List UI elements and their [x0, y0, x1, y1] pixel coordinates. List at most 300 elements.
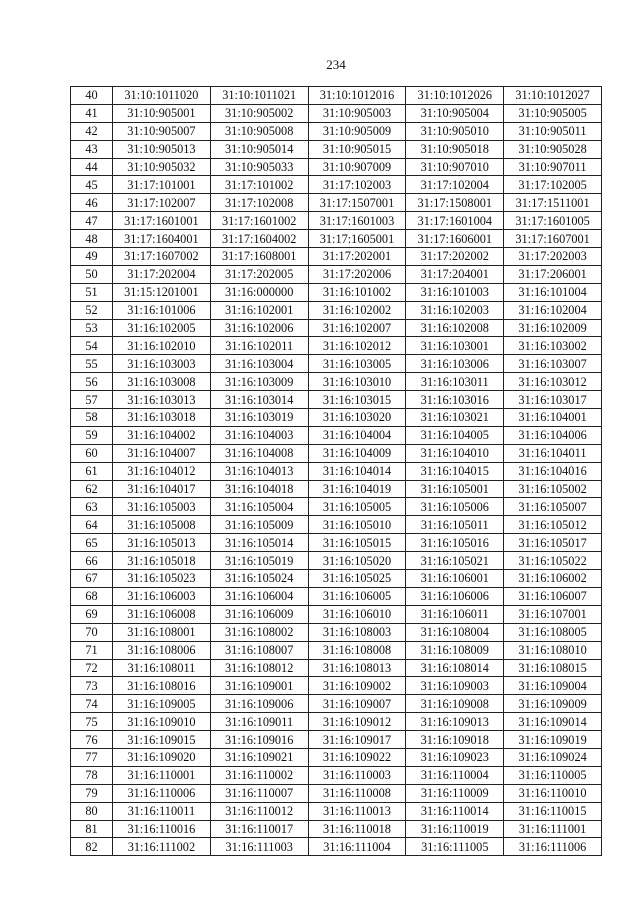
cadastral-number-cell: 31:16:102010: [113, 337, 211, 355]
cadastral-number-cell: 31:10:905003: [308, 104, 406, 122]
cadastral-number-cell: 31:16:109021: [210, 748, 308, 766]
cadastral-number-cell: 31:16:108008: [308, 641, 406, 659]
table-row: [71, 731, 602, 749]
cadastral-number-cell: 31:16:109002: [308, 677, 406, 695]
cadastral-number-cell: 31:17:1604001: [113, 230, 211, 248]
cadastral-number-cell: 31:17:102008: [210, 194, 308, 212]
cadastral-number-cell: 31:16:109008: [406, 695, 504, 713]
row-number-cell: 58: [71, 409, 113, 427]
cadastral-number-cell: 31:16:108012: [210, 659, 308, 677]
cadastral-number-cell: 31:16:103014: [210, 391, 308, 409]
cadastral-number-cell: 31:17:1607001: [504, 230, 602, 248]
cadastral-number-cell: 31:17:1608001: [210, 248, 308, 266]
cadastral-number-cell: 31:16:109005: [113, 695, 211, 713]
cadastral-number-cell: 31:16:109012: [308, 713, 406, 731]
cadastral-number-cell: 31:10:905010: [406, 122, 504, 140]
cadastral-number-cell: 31:10:905033: [210, 158, 308, 176]
cadastral-number-cell: 31:10:905028: [504, 140, 602, 158]
row-number-cell: 53: [71, 319, 113, 337]
cadastral-numbers-table: [70, 86, 602, 856]
cadastral-number-cell: 31:16:103017: [504, 391, 602, 409]
cadastral-number-cell: 31:17:1601003: [308, 212, 406, 230]
cadastral-number-cell: 31:16:105009: [210, 516, 308, 534]
cadastral-number-cell: 31:16:101004: [504, 283, 602, 301]
cadastral-number-cell: 31:16:106010: [308, 605, 406, 623]
table-row: [71, 587, 602, 605]
cadastral-number-cell: 31:16:104015: [406, 462, 504, 480]
table-row: [71, 820, 602, 838]
cadastral-number-cell: 31:16:102004: [504, 301, 602, 319]
cadastral-number-cell: 31:16:110009: [406, 784, 504, 802]
row-number-cell: 82: [71, 838, 113, 856]
cadastral-number-cell: 31:17:202003: [504, 248, 602, 266]
cadastral-number-cell: 31:16:110017: [210, 820, 308, 838]
table-row: [71, 176, 602, 194]
cadastral-number-cell: 31:10:907010: [406, 158, 504, 176]
cadastral-number-cell: 31:16:104019: [308, 480, 406, 498]
cadastral-number-cell: 31:16:105005: [308, 498, 406, 516]
cadastral-number-cell: 31:16:104009: [308, 444, 406, 462]
cadastral-number-cell: 31:17:1607002: [113, 248, 211, 266]
cadastral-number-cell: 31:16:106001: [406, 570, 504, 588]
cadastral-number-cell: 31:16:101002: [308, 283, 406, 301]
cadastral-number-cell: 31:17:102003: [308, 176, 406, 194]
cadastral-number-cell: 31:16:102003: [406, 301, 504, 319]
cadastral-number-cell: 31:16:105015: [308, 534, 406, 552]
cadastral-number-cell: 31:16:105019: [210, 552, 308, 570]
cadastral-number-cell: 31:16:109009: [504, 695, 602, 713]
table-body: [71, 87, 602, 856]
cadastral-number-cell: 31:16:109023: [406, 748, 504, 766]
cadastral-number-cell: 31:16:102009: [504, 319, 602, 337]
table-row: [71, 498, 602, 516]
cadastral-number-cell: 31:10:1012027: [504, 87, 602, 105]
row-number-cell: 48: [71, 230, 113, 248]
cadastral-number-cell: 31:16:106007: [504, 587, 602, 605]
row-number-cell: 67: [71, 570, 113, 588]
cadastral-number-cell: 31:16:104005: [406, 426, 504, 444]
cadastral-number-cell: 31:16:103007: [504, 355, 602, 373]
cadastral-number-cell: 31:16:105020: [308, 552, 406, 570]
cadastral-number-cell: 31:16:104018: [210, 480, 308, 498]
cadastral-number-cell: 31:16:104014: [308, 462, 406, 480]
row-number-cell: 61: [71, 462, 113, 480]
cadastral-number-cell: 31:16:104001: [504, 409, 602, 427]
cadastral-number-cell: 31:16:108014: [406, 659, 504, 677]
cadastral-number-cell: 31:16:102012: [308, 337, 406, 355]
cadastral-number-cell: 31:17:1604002: [210, 230, 308, 248]
cadastral-number-cell: 31:16:105017: [504, 534, 602, 552]
cadastral-number-cell: 31:16:105002: [504, 480, 602, 498]
cadastral-number-cell: 31:16:110005: [504, 766, 602, 784]
cadastral-number-cell: 31:16:103018: [113, 409, 211, 427]
cadastral-number-cell: 31:16:103001: [406, 337, 504, 355]
cadastral-number-cell: 31:10:905004: [406, 104, 504, 122]
table-row: [71, 444, 602, 462]
table-row: [71, 319, 602, 337]
row-number-cell: 42: [71, 122, 113, 140]
cadastral-number-cell: 31:16:105008: [113, 516, 211, 534]
cadastral-number-cell: 31:16:103011: [406, 373, 504, 391]
cadastral-number-cell: 31:16:102008: [406, 319, 504, 337]
cadastral-number-cell: 31:16:101003: [406, 283, 504, 301]
cadastral-number-cell: 31:16:106002: [504, 570, 602, 588]
cadastral-number-cell: 31:16:103009: [210, 373, 308, 391]
cadastral-number-cell: 31:15:1201001: [113, 283, 211, 301]
cadastral-number-cell: 31:17:1601002: [210, 212, 308, 230]
row-number-cell: 78: [71, 766, 113, 784]
cadastral-number-cell: 31:16:104011: [504, 444, 602, 462]
cadastral-number-cell: 31:16:103010: [308, 373, 406, 391]
cadastral-number-cell: 31:16:110007: [210, 784, 308, 802]
cadastral-number-cell: 31:16:111005: [406, 838, 504, 856]
cadastral-number-cell: 31:10:1011020: [113, 87, 211, 105]
table-row: [71, 122, 602, 140]
cadastral-number-cell: 31:17:101002: [210, 176, 308, 194]
row-number-cell: 55: [71, 355, 113, 373]
cadastral-number-cell: 31:16:109013: [406, 713, 504, 731]
cadastral-number-cell: 31:17:1508001: [406, 194, 504, 212]
cadastral-number-cell: 31:16:105004: [210, 498, 308, 516]
cadastral-number-cell: 31:16:103005: [308, 355, 406, 373]
cadastral-number-cell: 31:17:204001: [406, 265, 504, 283]
cadastral-number-cell: 31:16:109016: [210, 731, 308, 749]
cadastral-number-cell: 31:10:905005: [504, 104, 602, 122]
table-row: [71, 426, 602, 444]
cadastral-number-cell: 31:16:111001: [504, 820, 602, 838]
cadastral-number-cell: 31:16:103012: [504, 373, 602, 391]
cadastral-number-cell: 31:10:905007: [113, 122, 211, 140]
cadastral-number-cell: 31:16:110018: [308, 820, 406, 838]
cadastral-number-cell: 31:16:105001: [406, 480, 504, 498]
cadastral-number-cell: 31:17:202006: [308, 265, 406, 283]
table-row: [71, 140, 602, 158]
row-number-cell: 66: [71, 552, 113, 570]
cadastral-number-cell: 31:16:103006: [406, 355, 504, 373]
cadastral-number-cell: 31:10:905008: [210, 122, 308, 140]
cadastral-number-cell: 31:16:108002: [210, 623, 308, 641]
table-row: [71, 748, 602, 766]
cadastral-number-cell: 31:16:104002: [113, 426, 211, 444]
cadastral-number-cell: 31:16:106003: [113, 587, 211, 605]
row-number-cell: 68: [71, 587, 113, 605]
cadastral-number-cell: 31:16:103016: [406, 391, 504, 409]
cadastral-number-cell: 31:10:905013: [113, 140, 211, 158]
row-number-cell: 43: [71, 140, 113, 158]
row-number-cell: 50: [71, 265, 113, 283]
row-number-cell: 44: [71, 158, 113, 176]
cadastral-number-cell: 31:10:905009: [308, 122, 406, 140]
cadastral-number-cell: 31:16:111006: [504, 838, 602, 856]
cadastral-number-cell: 31:10:907009: [308, 158, 406, 176]
cadastral-number-cell: 31:10:905032: [113, 158, 211, 176]
cadastral-number-cell: 31:17:1511001: [504, 194, 602, 212]
cadastral-number-cell: 31:16:108015: [504, 659, 602, 677]
cadastral-number-cell: 31:16:103003: [113, 355, 211, 373]
cadastral-number-cell: 31:17:202001: [308, 248, 406, 266]
cadastral-number-cell: 31:16:111004: [308, 838, 406, 856]
cadastral-number-cell: 31:16:107001: [504, 605, 602, 623]
cadastral-number-cell: 31:16:109020: [113, 748, 211, 766]
cadastral-number-cell: 31:16:109019: [504, 731, 602, 749]
row-number-cell: 75: [71, 713, 113, 731]
cadastral-number-cell: 31:16:109003: [406, 677, 504, 695]
cadastral-number-cell: 31:16:103004: [210, 355, 308, 373]
cadastral-number-cell: 31:16:109006: [210, 695, 308, 713]
cadastral-number-cell: 31:16:104017: [113, 480, 211, 498]
table-row: [71, 516, 602, 534]
row-number-cell: 59: [71, 426, 113, 444]
cadastral-number-cell: 31:16:109018: [406, 731, 504, 749]
cadastral-number-cell: 31:16:109011: [210, 713, 308, 731]
cadastral-number-cell: 31:16:104012: [113, 462, 211, 480]
row-number-cell: 57: [71, 391, 113, 409]
cadastral-number-cell: 31:16:110004: [406, 766, 504, 784]
cadastral-number-cell: 31:16:110010: [504, 784, 602, 802]
cadastral-number-cell: 31:16:109007: [308, 695, 406, 713]
cadastral-number-cell: 31:16:106004: [210, 587, 308, 605]
cadastral-number-cell: 31:16:101006: [113, 301, 211, 319]
row-number-cell: 51: [71, 283, 113, 301]
row-number-cell: 45: [71, 176, 113, 194]
cadastral-number-cell: 31:16:109010: [113, 713, 211, 731]
cadastral-number-cell: 31:16:105024: [210, 570, 308, 588]
cadastral-number-cell: 31:16:108010: [504, 641, 602, 659]
cadastral-number-cell: 31:16:102007: [308, 319, 406, 337]
cadastral-number-cell: 31:17:101001: [113, 176, 211, 194]
cadastral-number-cell: 31:16:105007: [504, 498, 602, 516]
cadastral-number-cell: 31:16:102005: [113, 319, 211, 337]
cadastral-number-cell: 31:16:105011: [406, 516, 504, 534]
row-number-cell: 80: [71, 802, 113, 820]
cadastral-number-cell: 31:16:108007: [210, 641, 308, 659]
cadastral-number-cell: 31:16:110016: [113, 820, 211, 838]
row-number-cell: 69: [71, 605, 113, 623]
table-row: [71, 230, 602, 248]
cadastral-number-cell: 31:16:105022: [504, 552, 602, 570]
cadastral-number-cell: 31:17:1606001: [406, 230, 504, 248]
cadastral-number-cell: 31:16:102006: [210, 319, 308, 337]
cadastral-number-cell: 31:10:905001: [113, 104, 211, 122]
table-row: [71, 355, 602, 373]
cadastral-number-cell: 31:16:109024: [504, 748, 602, 766]
table-row: [71, 462, 602, 480]
cadastral-number-cell: 31:16:103015: [308, 391, 406, 409]
cadastral-number-cell: 31:16:102002: [308, 301, 406, 319]
cadastral-number-cell: 31:17:1601004: [406, 212, 504, 230]
cadastral-number-cell: 31:16:103008: [113, 373, 211, 391]
row-number-cell: 46: [71, 194, 113, 212]
cadastral-number-cell: 31:10:905011: [504, 122, 602, 140]
cadastral-number-cell: 31:16:110019: [406, 820, 504, 838]
row-number-cell: 41: [71, 104, 113, 122]
table-row: [71, 480, 602, 498]
cadastral-number-cell: 31:10:1012016: [308, 87, 406, 105]
row-number-cell: 47: [71, 212, 113, 230]
cadastral-number-cell: 31:10:905015: [308, 140, 406, 158]
table-row: [71, 838, 602, 856]
cadastral-number-cell: 31:16:105021: [406, 552, 504, 570]
row-number-cell: 79: [71, 784, 113, 802]
table-row: [71, 623, 602, 641]
cadastral-number-cell: 31:16:108016: [113, 677, 211, 695]
cadastral-number-cell: 31:16:109022: [308, 748, 406, 766]
table-row: [71, 641, 602, 659]
cadastral-number-cell: 31:16:105023: [113, 570, 211, 588]
cadastral-number-cell: 31:16:105012: [504, 516, 602, 534]
cadastral-number-cell: 31:10:1012026: [406, 87, 504, 105]
cadastral-number-cell: 31:16:105025: [308, 570, 406, 588]
row-number-cell: 49: [71, 248, 113, 266]
cadastral-number-cell: 31:17:1601005: [504, 212, 602, 230]
cadastral-number-cell: 31:16:103002: [504, 337, 602, 355]
cadastral-number-cell: 31:16:106006: [406, 587, 504, 605]
table-row: [71, 337, 602, 355]
table-row: [71, 104, 602, 122]
row-number-cell: 76: [71, 731, 113, 749]
cadastral-number-cell: 31:16:105013: [113, 534, 211, 552]
cadastral-number-cell: 31:17:1601001: [113, 212, 211, 230]
row-number-cell: 65: [71, 534, 113, 552]
cadastral-number-cell: 31:16:105010: [308, 516, 406, 534]
table-row: [71, 605, 602, 623]
table-row: [71, 409, 602, 427]
table-row: [71, 713, 602, 731]
cadastral-number-cell: 31:10:1011021: [210, 87, 308, 105]
cadastral-number-cell: 31:16:000000: [210, 283, 308, 301]
cadastral-number-cell: 31:17:102004: [406, 176, 504, 194]
cadastral-number-cell: 31:16:111003: [210, 838, 308, 856]
cadastral-number-cell: 31:16:106011: [406, 605, 504, 623]
table-row: [71, 373, 602, 391]
cadastral-number-cell: 31:16:108013: [308, 659, 406, 677]
table-row: [71, 534, 602, 552]
cadastral-number-cell: 31:17:102005: [504, 176, 602, 194]
cadastral-number-cell: 31:16:110013: [308, 802, 406, 820]
cadastral-number-cell: 31:16:110015: [504, 802, 602, 820]
cadastral-number-cell: 31:10:905014: [210, 140, 308, 158]
row-number-cell: 74: [71, 695, 113, 713]
cadastral-number-cell: 31:16:109014: [504, 713, 602, 731]
row-number-cell: 81: [71, 820, 113, 838]
row-number-cell: 60: [71, 444, 113, 462]
cadastral-number-cell: 31:16:103021: [406, 409, 504, 427]
table-row: [71, 570, 602, 588]
cadastral-number-cell: 31:16:109004: [504, 677, 602, 695]
cadastral-number-cell: 31:16:109017: [308, 731, 406, 749]
cadastral-number-cell: 31:16:106005: [308, 587, 406, 605]
cadastral-number-cell: 31:16:109001: [210, 677, 308, 695]
cadastral-number-cell: 31:16:103013: [113, 391, 211, 409]
table-row: [71, 194, 602, 212]
table-row: [71, 248, 602, 266]
table-row: [71, 391, 602, 409]
table-row: [71, 212, 602, 230]
cadastral-number-cell: 31:10:905002: [210, 104, 308, 122]
table-row: [71, 301, 602, 319]
cadastral-number-cell: 31:16:108011: [113, 659, 211, 677]
row-number-cell: 52: [71, 301, 113, 319]
cadastral-number-cell: 31:10:905018: [406, 140, 504, 158]
cadastral-number-cell: 31:16:111002: [113, 838, 211, 856]
row-number-cell: 71: [71, 641, 113, 659]
cadastral-number-cell: 31:16:106009: [210, 605, 308, 623]
cadastral-number-cell: 31:17:1605001: [308, 230, 406, 248]
cadastral-number-cell: 31:16:106008: [113, 605, 211, 623]
cadastral-number-cell: 31:16:110003: [308, 766, 406, 784]
cadastral-number-cell: 31:16:104003: [210, 426, 308, 444]
cadastral-number-cell: 31:16:105016: [406, 534, 504, 552]
table-row: [71, 158, 602, 176]
table-row: [71, 552, 602, 570]
table-row: [71, 265, 602, 283]
cadastral-number-cell: 31:16:104016: [504, 462, 602, 480]
row-number-cell: 62: [71, 480, 113, 498]
cadastral-number-cell: 31:16:104006: [504, 426, 602, 444]
cadastral-number-cell: 31:17:202002: [406, 248, 504, 266]
cadastral-number-cell: 31:16:102001: [210, 301, 308, 319]
table-row: [71, 695, 602, 713]
cadastral-number-cell: 31:16:110012: [210, 802, 308, 820]
cadastral-number-cell: 31:16:105003: [113, 498, 211, 516]
cadastral-number-cell: 31:16:102011: [210, 337, 308, 355]
table-row: [71, 283, 602, 301]
cadastral-number-cell: 31:17:202004: [113, 265, 211, 283]
cadastral-number-cell: 31:17:202005: [210, 265, 308, 283]
cadastral-number-cell: 31:16:108001: [113, 623, 211, 641]
cadastral-number-cell: 31:16:104007: [113, 444, 211, 462]
table-row: [71, 766, 602, 784]
cadastral-number-cell: 31:16:104013: [210, 462, 308, 480]
row-number-cell: 63: [71, 498, 113, 516]
row-number-cell: 40: [71, 87, 113, 105]
table-row: [71, 677, 602, 695]
cadastral-number-cell: 31:16:104004: [308, 426, 406, 444]
cadastral-number-cell: 31:16:103019: [210, 409, 308, 427]
cadastral-number-cell: 31:16:110014: [406, 802, 504, 820]
cadastral-number-cell: 31:16:110001: [113, 766, 211, 784]
cadastral-number-cell: 31:16:108009: [406, 641, 504, 659]
cadastral-number-cell: 31:16:108006: [113, 641, 211, 659]
cadastral-number-cell: 31:17:102007: [113, 194, 211, 212]
row-number-cell: 56: [71, 373, 113, 391]
row-number-cell: 72: [71, 659, 113, 677]
table-row: [71, 87, 602, 105]
row-number-cell: 73: [71, 677, 113, 695]
cadastral-number-cell: 31:10:907011: [504, 158, 602, 176]
cadastral-number-cell: 31:16:104010: [406, 444, 504, 462]
cadastral-number-cell: 31:17:206001: [504, 265, 602, 283]
page-number: 234: [326, 57, 346, 72]
cadastral-number-cell: 31:16:108004: [406, 623, 504, 641]
cadastral-number-cell: 31:16:110002: [210, 766, 308, 784]
row-number-cell: 70: [71, 623, 113, 641]
cadastral-number-cell: 31:17:1507001: [308, 194, 406, 212]
cadastral-number-cell: 31:16:103020: [308, 409, 406, 427]
cadastral-number-cell: 31:16:104008: [210, 444, 308, 462]
cadastral-number-cell: 31:16:108003: [308, 623, 406, 641]
table-row: [71, 802, 602, 820]
cadastral-number-cell: 31:16:110008: [308, 784, 406, 802]
cadastral-number-cell: 31:16:108005: [504, 623, 602, 641]
cadastral-number-cell: 31:16:105018: [113, 552, 211, 570]
row-number-cell: 64: [71, 516, 113, 534]
cadastral-number-cell: 31:16:105014: [210, 534, 308, 552]
cadastral-number-cell: 31:16:105006: [406, 498, 504, 516]
row-number-cell: 77: [71, 748, 113, 766]
cadastral-number-cell: 31:16:109015: [113, 731, 211, 749]
cadastral-number-cell: 31:16:110011: [113, 802, 211, 820]
